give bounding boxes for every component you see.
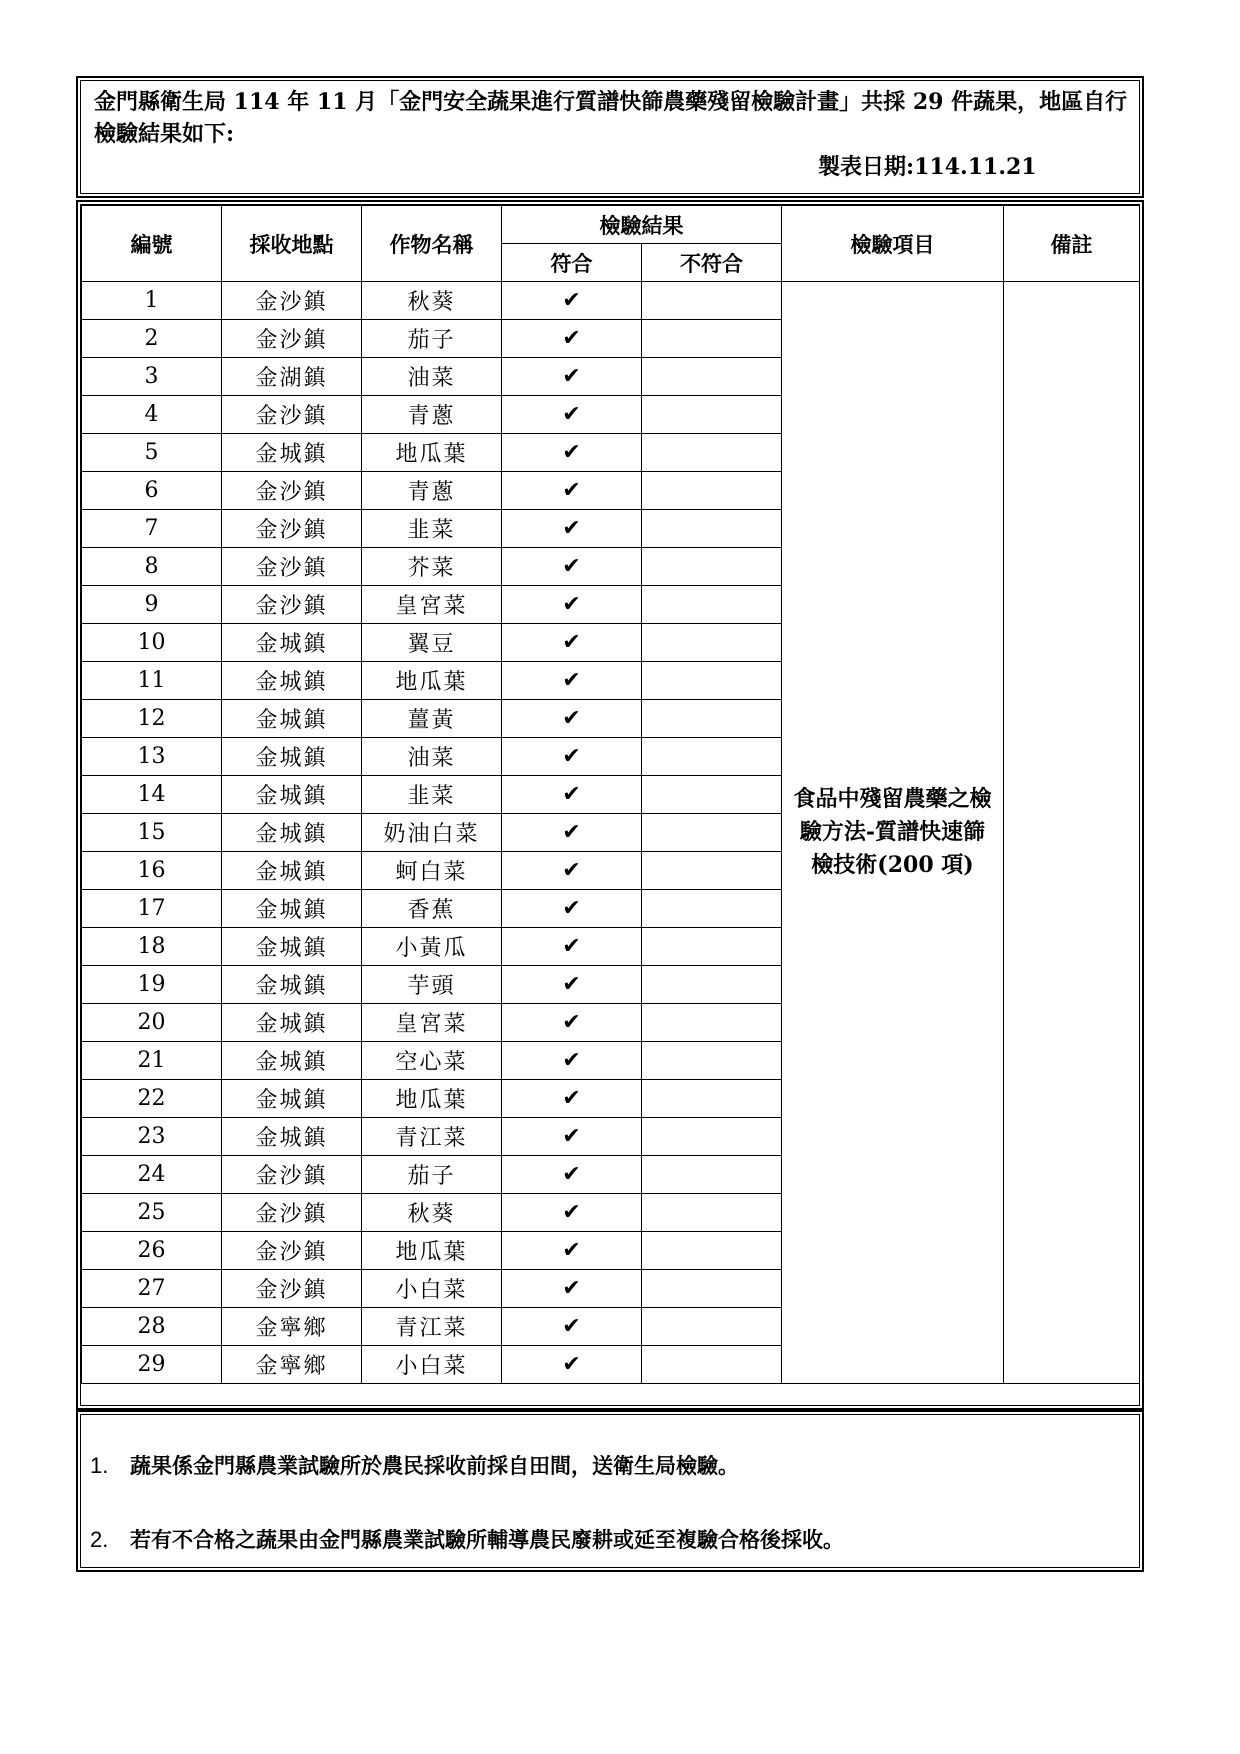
row-fail-cell	[642, 320, 782, 358]
row-crop: 地瓜葉	[362, 1232, 502, 1270]
note-text: 蔬果係金門縣農業試驗所於農民採收前採自田間，送衛生局檢驗。	[130, 1453, 739, 1478]
row-location: 金沙鎮	[222, 396, 362, 434]
row-location: 金城鎮	[222, 1004, 362, 1042]
row-location: 金城鎮	[222, 1080, 362, 1118]
check-icon: ✔	[502, 890, 642, 928]
row-number: 23	[82, 1118, 222, 1156]
row-crop: 皇宮菜	[362, 586, 502, 624]
check-icon: ✔	[502, 1042, 642, 1080]
check-icon: ✔	[502, 282, 642, 320]
row-location: 金沙鎮	[222, 1270, 362, 1308]
header-remark: 備註	[1004, 206, 1140, 282]
header-pass: 符合	[502, 244, 642, 282]
row-crop: 香蕉	[362, 890, 502, 928]
row-fail-cell	[642, 1346, 782, 1384]
check-icon: ✔	[502, 1346, 642, 1384]
row-location: 金城鎮	[222, 890, 362, 928]
row-location: 金城鎮	[222, 928, 362, 966]
row-number: 3	[82, 358, 222, 396]
check-icon: ✔	[502, 548, 642, 586]
row-location: 金城鎮	[222, 776, 362, 814]
header-fail: 不符合	[642, 244, 782, 282]
row-number: 20	[82, 1004, 222, 1042]
check-icon: ✔	[502, 472, 642, 510]
row-number: 25	[82, 1194, 222, 1232]
row-location: 金城鎮	[222, 434, 362, 472]
check-icon: ✔	[502, 510, 642, 548]
row-location: 金沙鎮	[222, 510, 362, 548]
check-icon: ✔	[502, 700, 642, 738]
check-icon: ✔	[502, 624, 642, 662]
row-number: 26	[82, 1232, 222, 1270]
row-number: 22	[82, 1080, 222, 1118]
row-crop: 韭菜	[362, 510, 502, 548]
row-crop: 茄子	[362, 1156, 502, 1194]
row-location: 金城鎮	[222, 1042, 362, 1080]
row-number: 29	[82, 1346, 222, 1384]
row-fail-cell	[642, 472, 782, 510]
row-location: 金城鎮	[222, 852, 362, 890]
check-icon: ✔	[502, 586, 642, 624]
row-crop: 青江菜	[362, 1308, 502, 1346]
row-fail-cell	[642, 396, 782, 434]
row-number: 27	[82, 1270, 222, 1308]
row-crop: 油菜	[362, 358, 502, 396]
check-icon: ✔	[502, 662, 642, 700]
check-icon: ✔	[502, 1004, 642, 1042]
row-crop: 地瓜葉	[362, 1080, 502, 1118]
test-method: 食品中殘留農藥之檢驗方法-質譜快速篩檢技術(200 項)	[793, 786, 992, 878]
row-fail-cell	[642, 738, 782, 776]
check-icon: ✔	[502, 738, 642, 776]
row-number: 8	[82, 548, 222, 586]
check-icon: ✔	[502, 396, 642, 434]
row-crop: 空心菜	[362, 1042, 502, 1080]
row-fail-cell	[642, 890, 782, 928]
row-location: 金城鎮	[222, 662, 362, 700]
row-number: 14	[82, 776, 222, 814]
table-date: 製表日期:114.11.21	[818, 154, 1037, 180]
note-1	[90, 1450, 739, 1480]
row-crop: 青蔥	[362, 396, 502, 434]
row-location: 金寧鄉	[222, 1346, 362, 1384]
row-crop: 青蔥	[362, 472, 502, 510]
row-number: 12	[82, 700, 222, 738]
row-number: 13	[82, 738, 222, 776]
row-fail-cell	[642, 624, 782, 662]
row-location: 金沙鎮	[222, 472, 362, 510]
row-fail-cell	[642, 358, 782, 396]
row-number: 2	[82, 320, 222, 358]
row-fail-cell	[642, 852, 782, 890]
row-location: 金沙鎮	[222, 1194, 362, 1232]
check-icon: ✔	[502, 320, 642, 358]
row-location: 金寧鄉	[222, 1308, 362, 1346]
row-crop: 蚵白菜	[362, 852, 502, 890]
results-table-box	[76, 200, 1144, 1410]
row-number: 1	[82, 282, 222, 320]
header-box	[76, 76, 1144, 198]
row-fail-cell	[642, 510, 782, 548]
row-location: 金湖鎮	[222, 358, 362, 396]
row-crop: 芥菜	[362, 548, 502, 586]
check-icon: ✔	[502, 1194, 642, 1232]
row-number: 10	[82, 624, 222, 662]
row-crop: 秋葵	[362, 1194, 502, 1232]
check-icon: ✔	[502, 928, 642, 966]
row-crop: 地瓜葉	[362, 434, 502, 472]
row-fail-cell	[642, 928, 782, 966]
results-body	[82, 282, 1140, 1384]
row-number: 28	[82, 1308, 222, 1346]
row-crop: 小黃瓜	[362, 928, 502, 966]
header-test-item: 檢驗項目	[782, 206, 1004, 282]
row-location: 金城鎮	[222, 814, 362, 852]
row-fail-cell	[642, 700, 782, 738]
check-icon: ✔	[502, 1156, 642, 1194]
row-fail-cell	[642, 966, 782, 1004]
header-crop: 作物名稱	[362, 206, 502, 282]
row-number: 11	[82, 662, 222, 700]
row-crop: 小白菜	[362, 1270, 502, 1308]
row-number: 17	[82, 890, 222, 928]
row-fail-cell	[642, 1080, 782, 1118]
row-location: 金沙鎮	[222, 282, 362, 320]
row-fail-cell	[642, 1004, 782, 1042]
row-crop: 秋葵	[362, 282, 502, 320]
row-crop: 青江菜	[362, 1118, 502, 1156]
row-fail-cell	[642, 1270, 782, 1308]
note-text: 若有不合格之蔬果由金門縣農業試驗所輔導農民廢耕或延至複驗合格後採收。	[130, 1527, 844, 1552]
row-crop: 油菜	[362, 738, 502, 776]
row-fail-cell	[642, 282, 782, 320]
table-row	[82, 282, 1140, 320]
row-fail-cell	[642, 662, 782, 700]
check-icon: ✔	[502, 852, 642, 890]
row-crop: 小白菜	[362, 1346, 502, 1384]
row-fail-cell	[642, 1308, 782, 1346]
header-location: 採收地點	[222, 206, 362, 282]
row-number: 18	[82, 928, 222, 966]
row-fail-cell	[642, 1194, 782, 1232]
row-fail-cell	[642, 1118, 782, 1156]
note-number: 2.	[90, 1527, 109, 1552]
row-fail-cell	[642, 1232, 782, 1270]
row-number: 16	[82, 852, 222, 890]
check-icon: ✔	[502, 1308, 642, 1346]
row-number: 9	[82, 586, 222, 624]
check-icon: ✔	[502, 1080, 642, 1118]
check-icon: ✔	[502, 814, 642, 852]
row-number: 15	[82, 814, 222, 852]
row-fail-cell	[642, 548, 782, 586]
check-icon: ✔	[502, 1118, 642, 1156]
row-fail-cell	[642, 1156, 782, 1194]
row-location: 金城鎮	[222, 1118, 362, 1156]
check-icon: ✔	[502, 434, 642, 472]
check-icon: ✔	[502, 966, 642, 1004]
row-fail-cell	[642, 586, 782, 624]
note-number: 1.	[90, 1453, 109, 1478]
note-2	[90, 1524, 844, 1554]
row-crop: 奶油白菜	[362, 814, 502, 852]
row-fail-cell	[642, 776, 782, 814]
row-number: 4	[82, 396, 222, 434]
check-icon: ✔	[502, 1270, 642, 1308]
row-number: 6	[82, 472, 222, 510]
header-result: 檢驗結果	[502, 206, 782, 244]
row-number: 19	[82, 966, 222, 1004]
row-crop: 薑黃	[362, 700, 502, 738]
row-number: 7	[82, 510, 222, 548]
check-icon: ✔	[502, 776, 642, 814]
row-crop: 翼豆	[362, 624, 502, 662]
row-location: 金城鎮	[222, 700, 362, 738]
row-location: 金沙鎮	[222, 320, 362, 358]
row-fail-cell	[642, 814, 782, 852]
check-icon: ✔	[502, 358, 642, 396]
row-fail-cell	[642, 1042, 782, 1080]
row-location: 金沙鎮	[222, 548, 362, 586]
results-table	[81, 205, 1140, 1384]
row-location: 金沙鎮	[222, 1232, 362, 1270]
row-crop: 地瓜葉	[362, 662, 502, 700]
row-crop: 芋頭	[362, 966, 502, 1004]
test-method-cell	[782, 282, 1004, 1384]
document-title: 金門縣衛生局 114 年 11 月「金門安全蔬果進行質譜快篩農藥殘留檢驗計畫」共採 29 件蔬果，地區自行檢驗結果如下:	[94, 89, 1128, 147]
row-crop: 韭菜	[362, 776, 502, 814]
row-number: 5	[82, 434, 222, 472]
row-number: 21	[82, 1042, 222, 1080]
row-location: 金城鎮	[222, 738, 362, 776]
row-location: 金沙鎮	[222, 1156, 362, 1194]
notes-box	[76, 1410, 1144, 1572]
remark-cell	[1004, 282, 1140, 1384]
header-id: 編號	[82, 206, 222, 282]
row-crop: 皇宮菜	[362, 1004, 502, 1042]
row-location: 金城鎮	[222, 966, 362, 1004]
check-icon: ✔	[502, 1232, 642, 1270]
row-location: 金城鎮	[222, 624, 362, 662]
row-crop: 茄子	[362, 320, 502, 358]
row-location: 金沙鎮	[222, 586, 362, 624]
row-fail-cell	[642, 434, 782, 472]
row-number: 24	[82, 1156, 222, 1194]
